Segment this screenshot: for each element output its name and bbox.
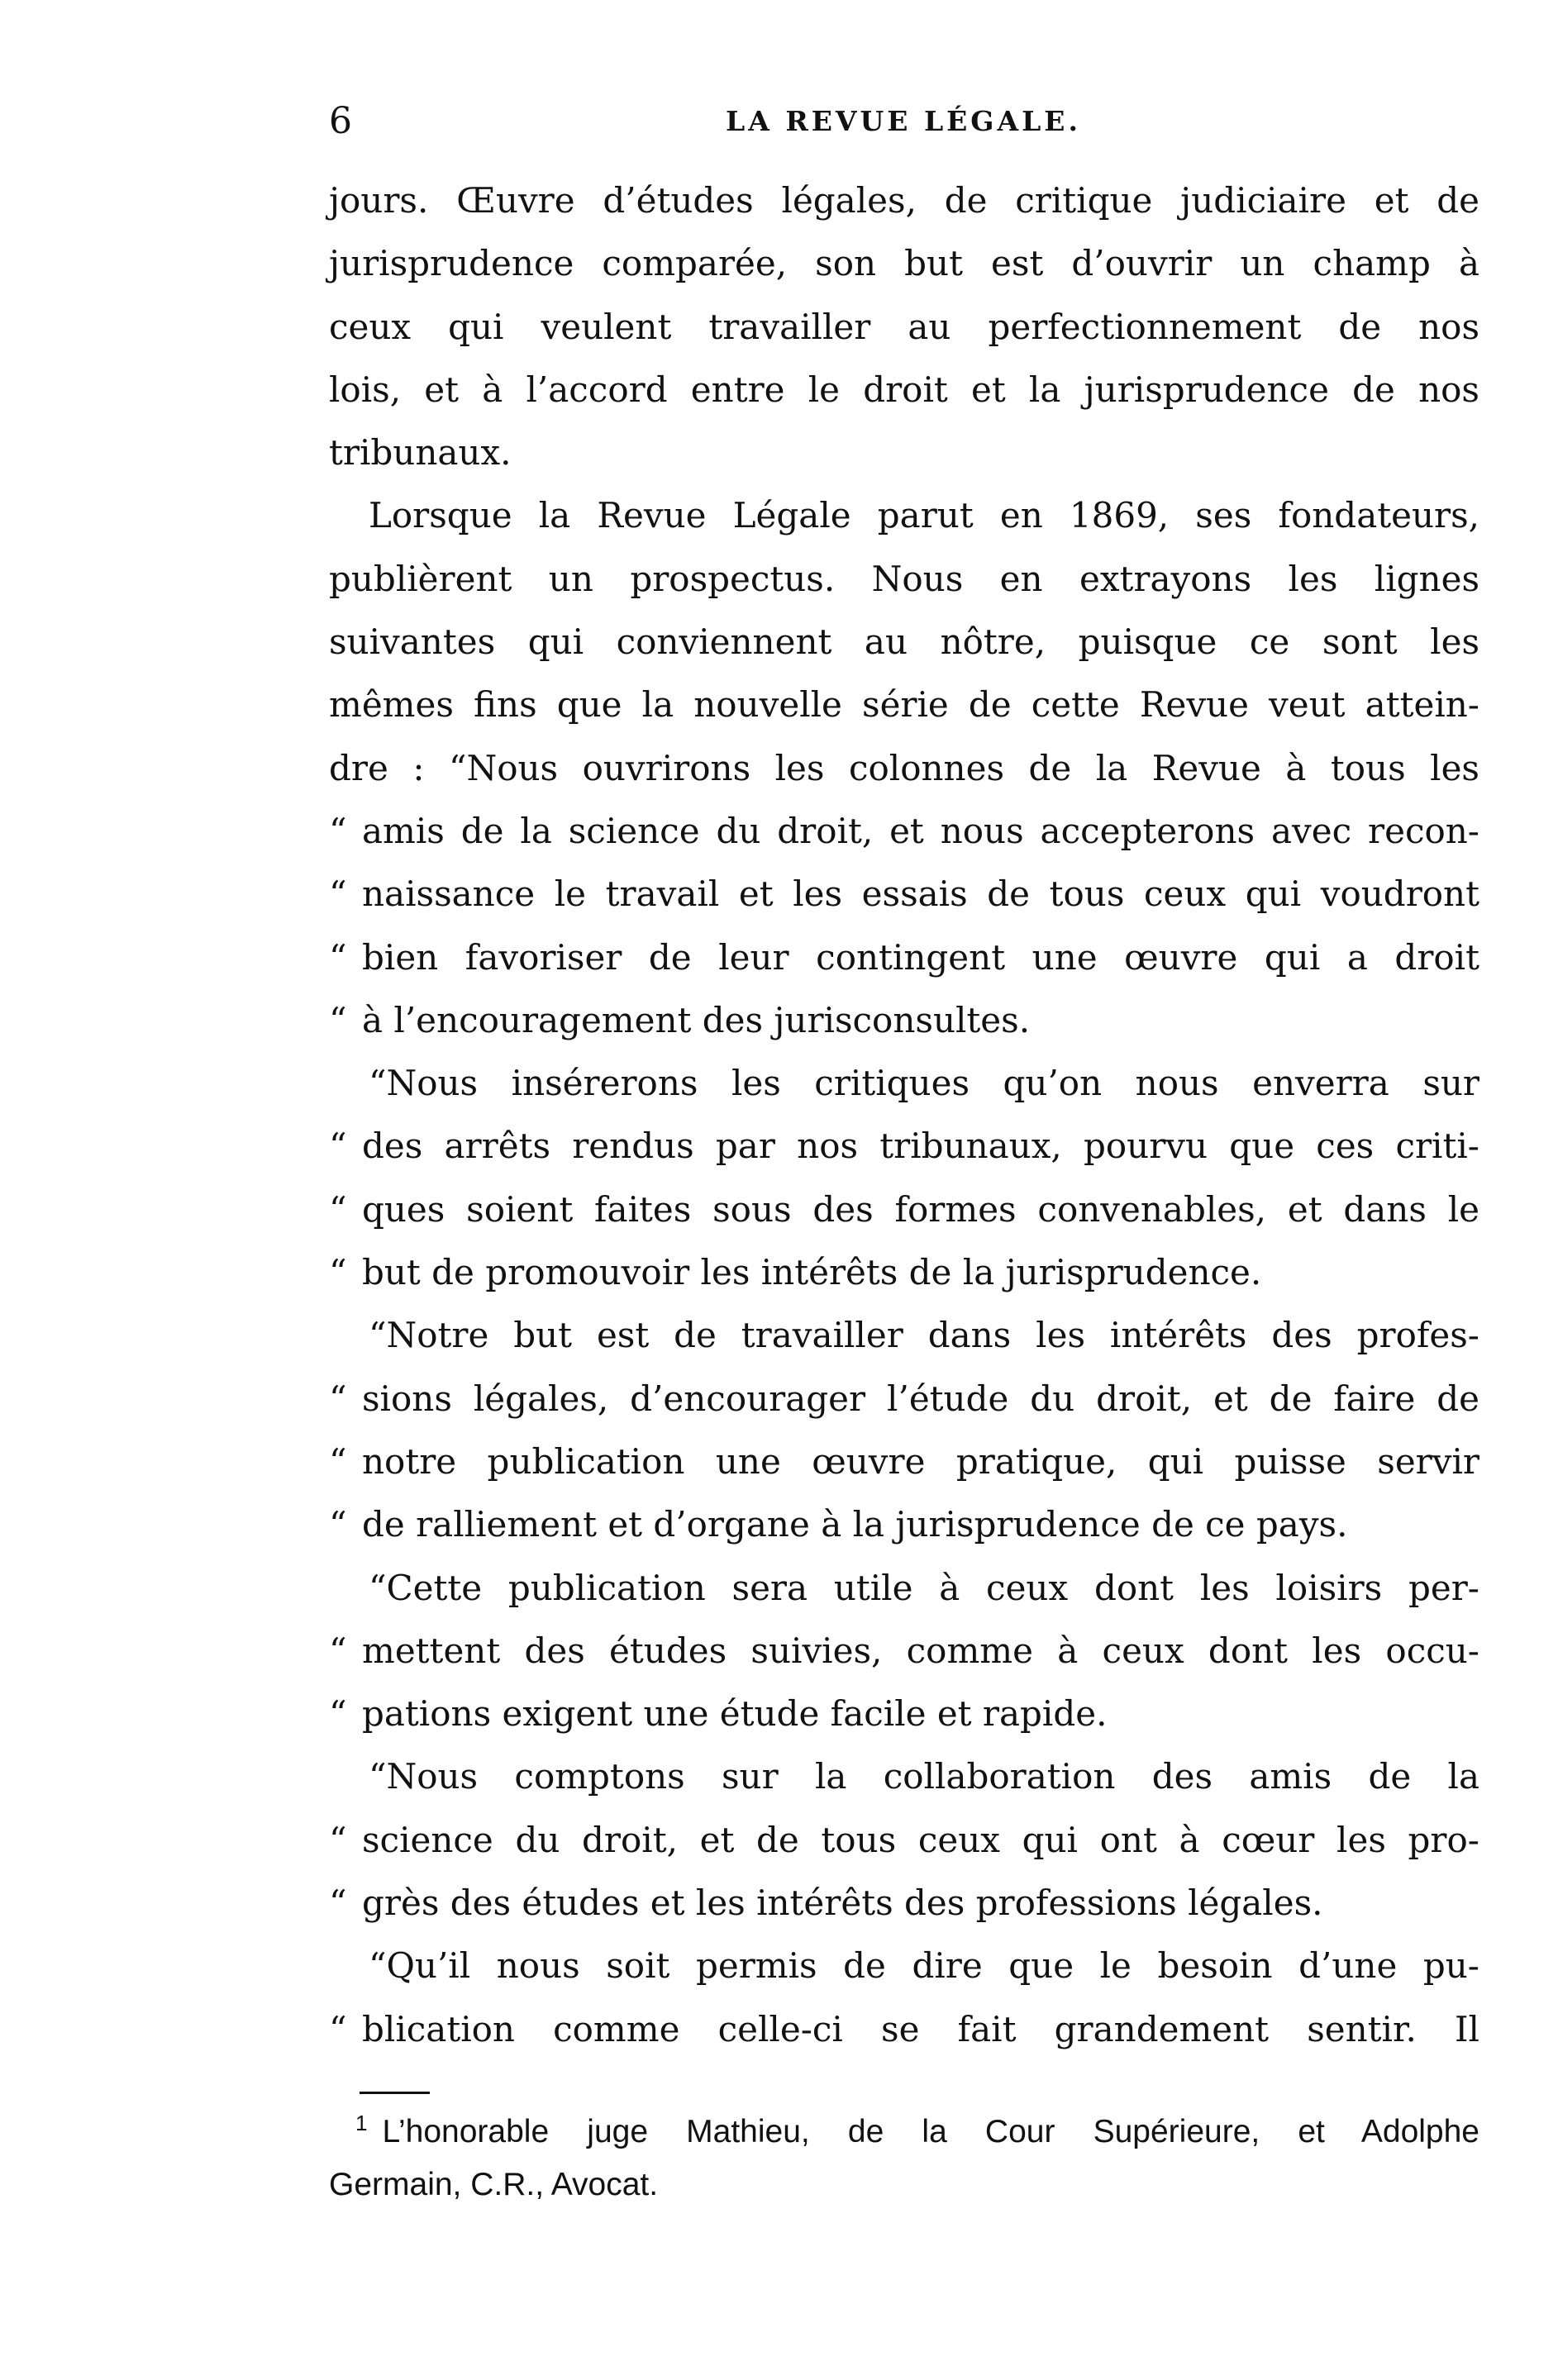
text-line bbox=[329, 421, 1479, 484]
text-line bbox=[329, 548, 1479, 611]
line-text: tribunaux. bbox=[329, 432, 512, 474]
text-line bbox=[329, 1557, 1479, 1620]
text-line bbox=[329, 1935, 1479, 1997]
text-line bbox=[329, 169, 1479, 232]
line-text: sions légales, d’encourager l’étude du droit, et de faire de bbox=[362, 1378, 1479, 1419]
quote-mark: “ bbox=[329, 873, 347, 915]
line-text: “Nous comptons sur la collaboration des amis de la bbox=[369, 1756, 1479, 1797]
line-text: ceux qui veulent travailler au perfectionnement de nos bbox=[329, 306, 1479, 347]
quote-mark: “ bbox=[329, 2008, 347, 2049]
quote-mark: “ bbox=[329, 1440, 347, 1482]
quote-mark: “ bbox=[329, 936, 347, 978]
text-line bbox=[329, 359, 1479, 421]
line-text: pations exigent une étude facile et rapide. bbox=[362, 1693, 1108, 1735]
line-text: science du droit, et de tous ceux qui ont à cœur les pro- bbox=[362, 1819, 1479, 1860]
footnote-line bbox=[329, 2106, 1479, 2159]
text-line bbox=[329, 1115, 1479, 1178]
page-header bbox=[329, 93, 1478, 150]
quote-mark: “ bbox=[329, 999, 347, 1040]
line-text: “Cette publication sera utile à ceux dont les loisirs per- bbox=[369, 1567, 1479, 1608]
line-text: jurisprudence comparée, son but est d’ouvrir un champ à bbox=[329, 243, 1479, 284]
line-text: Lorsque la Revue Légale parut en 1869, ses fondateurs, bbox=[369, 495, 1479, 536]
text-line bbox=[329, 989, 1479, 1052]
line-text: des arrêts rendus par nos tribunaux, pourvu que ces criti- bbox=[362, 1126, 1479, 1167]
line-text: but de promouvoir les intérêts de la jurisprudence. bbox=[362, 1252, 1262, 1293]
text-line bbox=[329, 1430, 1479, 1493]
text-line bbox=[329, 1178, 1479, 1241]
text-line bbox=[329, 1745, 1479, 1808]
page-number: 6 bbox=[329, 100, 352, 142]
line-text: jours. Œuvre d’études légales, de critique judiciaire et de bbox=[329, 180, 1479, 221]
line-text: mêmes fins que la nouvelle série de cette Revue veut attein- bbox=[329, 684, 1479, 726]
quote-mark: “ bbox=[329, 1819, 347, 1860]
text-line bbox=[329, 611, 1479, 674]
text-line bbox=[329, 1304, 1479, 1367]
text-line bbox=[329, 737, 1479, 800]
footnote-text: L’honorable juge Mathieu, de la Cour Supérieure, et Adolphe bbox=[382, 2114, 1479, 2149]
quote-mark: “ bbox=[329, 1126, 347, 1167]
text-line bbox=[329, 1493, 1479, 1556]
text-line bbox=[329, 926, 1479, 989]
text-line bbox=[329, 1241, 1479, 1304]
footnote-marker: 1 bbox=[355, 2111, 368, 2135]
footnote-rule bbox=[360, 2092, 430, 2094]
quote-mark: “ bbox=[329, 1188, 347, 1230]
text-line bbox=[329, 296, 1479, 359]
quote-mark: “ bbox=[329, 1504, 347, 1545]
line-text: notre publication une œuvre pratique, qui puisse servir bbox=[362, 1440, 1479, 1482]
running-title: LA REVUE LÉGALE. bbox=[726, 105, 1081, 137]
text-line bbox=[329, 1872, 1479, 1935]
line-text: grès des études et les intérêts des professions légales. bbox=[362, 1883, 1323, 1924]
line-text: ques soient faites sous des formes convenables, et dans le bbox=[362, 1188, 1479, 1230]
line-text: “Nous insérerons les critiques qu’on nous enverra sur bbox=[369, 1063, 1479, 1104]
text-line bbox=[329, 800, 1479, 863]
line-text: de ralliement et d’organe à la jurisprudence de ce pays. bbox=[362, 1504, 1348, 1545]
text-line bbox=[329, 1620, 1479, 1683]
footnote-text: Germain, C.R., Avocat. bbox=[329, 2167, 659, 2202]
text-line bbox=[329, 674, 1479, 736]
text-line bbox=[329, 1683, 1479, 1745]
body-text bbox=[329, 169, 1479, 2061]
text-line bbox=[329, 1998, 1479, 2061]
line-text: blication comme celle-ci se fait grandement sentir. Il bbox=[362, 2008, 1479, 2049]
footnote bbox=[329, 2106, 1479, 2211]
line-text: amis de la science du droit, et nous accepterons avec recon- bbox=[362, 810, 1479, 851]
line-text: à l’encouragement des jurisconsultes. bbox=[362, 999, 1031, 1040]
line-text: “Qu’il nous soit permis de dire que le besoin d’une pu- bbox=[369, 1945, 1479, 1987]
line-text: naissance le travail et les essais de tous ceux qui voudront bbox=[362, 873, 1479, 915]
quote-mark: “ bbox=[329, 810, 347, 851]
line-text: lois, et à l’accord entre le droit et la jurisprudence de nos bbox=[329, 369, 1479, 410]
text-line bbox=[329, 484, 1479, 547]
line-text: mettent des études suivies, comme à ceux dont les occu- bbox=[362, 1630, 1479, 1671]
quote-mark: “ bbox=[329, 1252, 347, 1293]
line-text: “Notre but est de travailler dans les intérêts des profes- bbox=[369, 1315, 1479, 1356]
text-line bbox=[329, 863, 1479, 926]
quote-mark: “ bbox=[329, 1378, 347, 1419]
text-line bbox=[329, 1368, 1479, 1430]
line-text: suivantes qui conviennent au nôtre, puisque ce sont les bbox=[329, 621, 1479, 663]
text-line bbox=[329, 1052, 1479, 1115]
line-text: bien favoriser de leur contingent une œuvre qui a droit bbox=[362, 936, 1479, 978]
text-line bbox=[329, 1809, 1479, 1872]
line-text: publièrent un prospectus. Nous en extrayons les lignes bbox=[329, 558, 1479, 599]
quote-mark: “ bbox=[329, 1693, 347, 1735]
quote-mark: “ bbox=[329, 1630, 347, 1671]
quote-mark: “ bbox=[329, 1883, 347, 1924]
footnote-line bbox=[329, 2159, 1479, 2211]
line-text: dre : “Nous ouvrirons les colonnes de la Revue à tous les bbox=[329, 747, 1479, 788]
text-line bbox=[329, 232, 1479, 295]
